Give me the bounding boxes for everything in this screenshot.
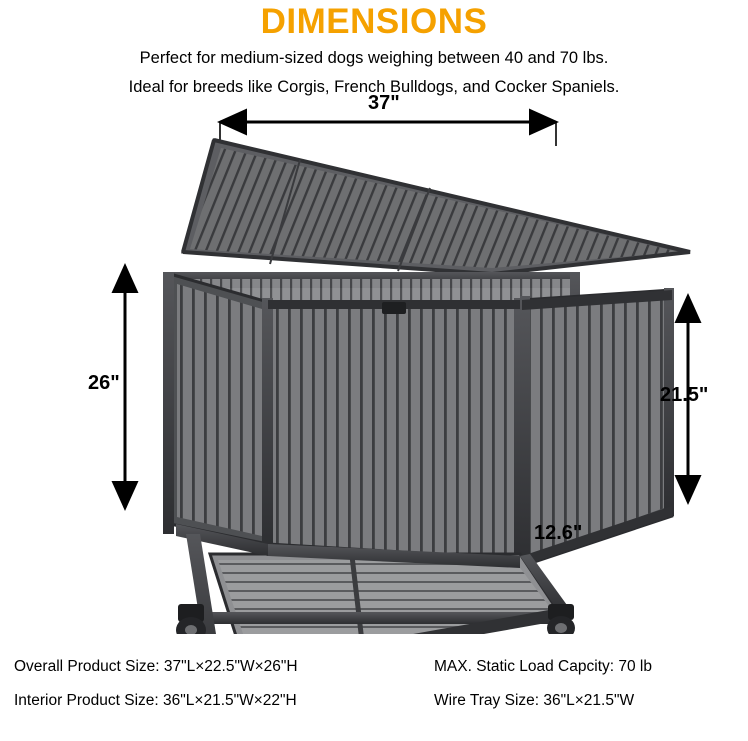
crate-illustration bbox=[0, 92, 748, 634]
spec-row-1 bbox=[14, 650, 734, 684]
dimension-left-height: 26" bbox=[88, 372, 120, 394]
subtitle-line-2: Ideal for breeds like Corgis, French Bulldogs, and Cocker Spaniels. bbox=[128, 78, 620, 96]
dimension-door-width: 12.6" bbox=[534, 522, 583, 544]
interior-size-label: Interior Product Size: 36"L×21.5"W×22"H bbox=[14, 692, 297, 709]
load-capacity-label: MAX. Static Load Capcity: 70 lb bbox=[434, 658, 652, 675]
dimension-top-width: 37" bbox=[368, 92, 400, 114]
crate-drawing bbox=[0, 104, 748, 634]
overall-size-label: Overall Product Size: 37"L×22.5"W×26"H bbox=[14, 658, 298, 675]
page-title: DIMENSIONS bbox=[260, 2, 488, 41]
subtitle-line-1: Perfect for medium-sized dogs weighing between 40 and 70 lbs. bbox=[139, 49, 609, 67]
spec-footer bbox=[0, 650, 748, 718]
spec-row-2 bbox=[14, 684, 734, 718]
dimensions-infographic bbox=[0, 2, 748, 741]
tray-size-label: Wire Tray Size: 36"L×21.5"W bbox=[434, 692, 635, 709]
dimension-right-height: 21.5" bbox=[660, 384, 709, 406]
